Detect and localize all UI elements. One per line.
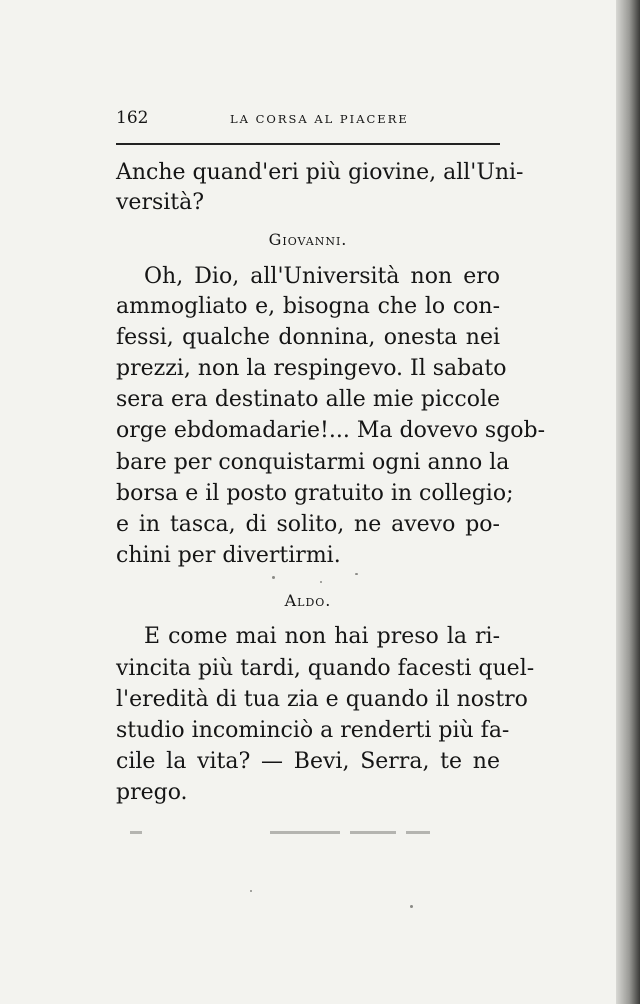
- text-line: l'eredità di tua zia e quando il nostro: [116, 687, 528, 712]
- faded-mark: [406, 831, 430, 834]
- page-number: 162: [116, 108, 149, 128]
- print-speckle: [250, 890, 252, 892]
- speaker-name-aldo: Aldo.: [284, 591, 332, 610]
- text-line: Anche quand'eri più giovine, all'Uni-: [116, 160, 524, 185]
- text-line: orge ebdomadarie!... Ma dovevo sgob-: [116, 418, 546, 443]
- text-line: Oh, Dio, all'Università non ero: [144, 264, 500, 289]
- text-line: prego.: [116, 780, 188, 805]
- faded-mark: [130, 831, 142, 834]
- text-line: sera era destinato alle mie piccole: [116, 387, 500, 412]
- faded-mark: [270, 831, 340, 834]
- text-line: prezzi, non la respingevo. Il sabato: [116, 356, 507, 381]
- speaker-name-giovanni: Giovanni.: [268, 230, 348, 249]
- running-title: LA CORSA AL PIACERE: [230, 112, 409, 126]
- text-line: ammogliato e, bisogna che lo con-: [116, 294, 500, 319]
- text-line: fessi, qualche donnina, onesta nei: [116, 325, 500, 350]
- page-edge-shadow: [616, 0, 640, 1004]
- text-line: cile la vita? — Bevi, Serra, te ne: [116, 749, 500, 774]
- text-line: vincita più tardi, quando facesti quel-: [116, 656, 535, 681]
- print-speckle: [410, 905, 413, 908]
- print-speckle: [320, 581, 322, 583]
- page-header: [116, 108, 500, 132]
- print-speckle: [272, 576, 275, 579]
- text-line: e in tasca, di solito, ne avevo po-: [116, 512, 500, 537]
- text-line: bare per conquistarmi ogni anno la: [116, 450, 510, 475]
- text-line: chini per divertirmi.: [116, 543, 341, 568]
- faded-show-through-line: [130, 823, 430, 843]
- text-line: studio incominciò a renderti più fa-: [116, 718, 510, 743]
- text-line: versità?: [116, 190, 205, 215]
- faded-mark: [350, 831, 396, 834]
- text-line: E come mai non hai preso la ri-: [144, 624, 500, 649]
- header-rule: [116, 143, 500, 145]
- text-line: borsa e il posto gratuito in collegio;: [116, 481, 514, 506]
- print-speckle: [355, 573, 358, 575]
